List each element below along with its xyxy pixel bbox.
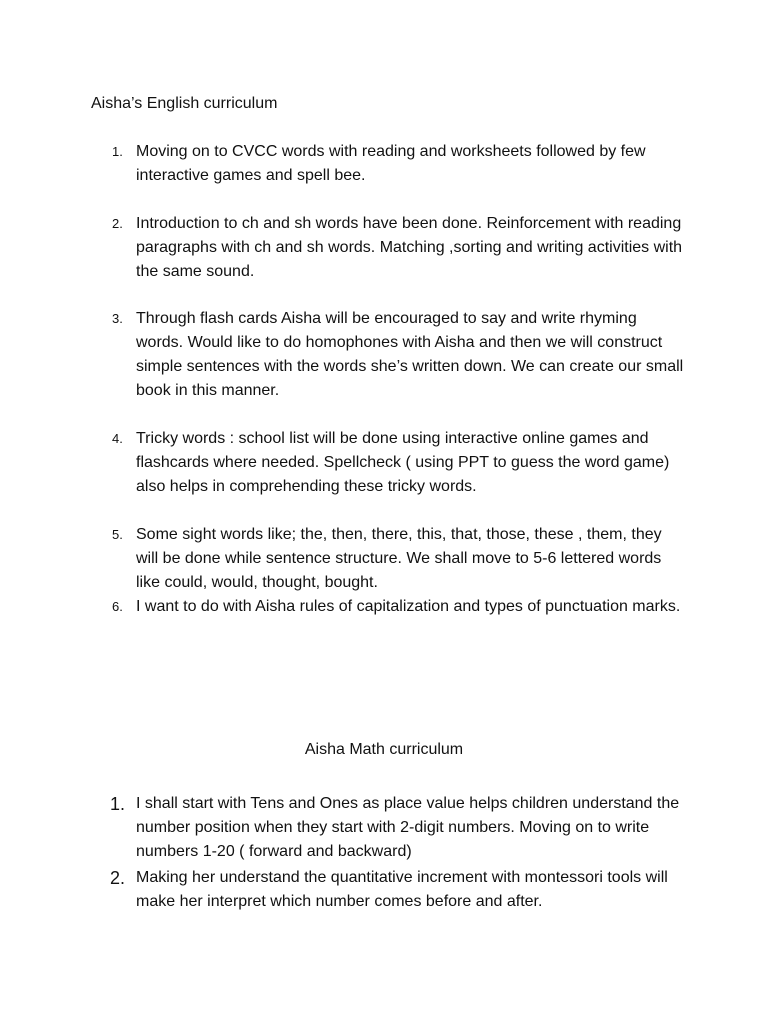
list-number: 1.: [110, 794, 126, 814]
list-number: 2.: [112, 216, 123, 231]
list-number: 5.: [112, 527, 123, 542]
list-number: 2.: [110, 868, 126, 888]
list-item-text: Tricky words : school list will be done using interactive online games and flashcards where needed. Spellcheck ( using PPT to guess the word game) also helps in comprehending these tricky words.: [136, 430, 670, 495]
list-item-text: Through flash cards Aisha will be encouraged to say and write rhyming words. Would like to do homophones with Aisha and then we will construct simple sentences with the words she’s written down. We can create our small book in this manner.: [136, 310, 684, 399]
list-item-text: Introduction to ch and sh words have been done. Reinforcement with reading paragraphs with ch and sh words. Matching ,sorting and writing activities with the same sound.: [136, 215, 683, 280]
list-item-text: I want to do with Aisha rules of capitalization and types of punctuation marks.: [136, 598, 681, 615]
list-item-text: Making her understand the quantitative increment with montessori tools will make her interpret which number comes before and after.: [136, 869, 668, 910]
list-number: 6.: [112, 599, 123, 614]
list-number: 3.: [112, 311, 123, 326]
list-item-text: Moving on to CVCC words with reading and worksheets followed by few interactive games and spell bee.: [136, 143, 646, 184]
list-number: 1.: [112, 144, 123, 159]
english-curriculum-title: Aisha’s English curriculum: [91, 95, 278, 112]
list-item-text: I shall start with Tens and Ones as place value helps children understand the number position when they start with 2-digit numbers. Moving on to write numbers 1-20 ( forward and backward): [136, 795, 680, 860]
list-number: 4.: [112, 431, 123, 446]
math-curriculum-title: Aisha Math curriculum: [304, 741, 464, 758]
list-item-text: Some sight words like; the, then, there, this, that, those, these , them, they will be done while sentence structure. We shall move to 5-6 lettered words like could, would, thought, bought.: [136, 526, 662, 591]
